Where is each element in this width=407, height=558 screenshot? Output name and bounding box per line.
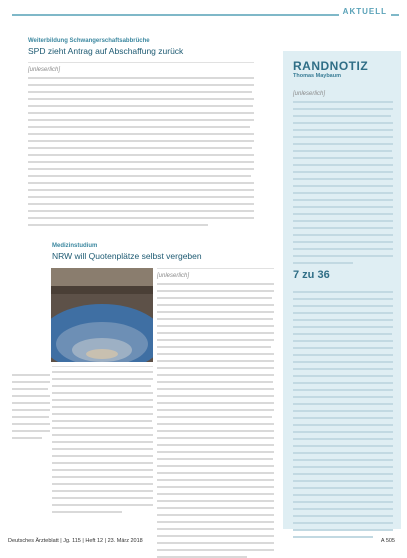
caption-text-lines: [12, 374, 50, 439]
article2-body-left: [52, 366, 153, 535]
article1-body-placeholder: [unleserlich]: [28, 67, 61, 73]
plenary-hall-illustration: [51, 268, 153, 362]
footer-publication: Deutsches Ärzteblatt | Jg. 115 | Heft 12 | 23. März 2018: [8, 538, 143, 544]
article1-headline: SPD zieht Antrag auf Abschaffung zurück: [28, 46, 184, 56]
header-gap: [0, 10, 12, 18]
article2-body-placeholder: [unleserlich]: [157, 273, 190, 279]
article2-text-lines-left: [52, 371, 153, 513]
article-spd-antrag: [28, 38, 254, 56]
article1-body: [28, 62, 254, 233]
article1-kicker: Weiterbildung Schwangerschaftsabbrüche: [28, 38, 150, 44]
sidebar-number-heading: 7 zu 36: [293, 269, 330, 281]
sidebar-body-2: [293, 287, 393, 543]
sidebar-body-placeholder: [unleserlich]: [293, 91, 326, 97]
footer-page-number: A 505: [380, 538, 395, 544]
sidebar-title: RANDNOTIZ: [293, 59, 369, 73]
article2-text-lines-right: [157, 283, 274, 558]
section-label: AKTUELL: [339, 7, 391, 16]
article2-body-right: [157, 268, 274, 535]
sidebar-text-lines-2: [293, 291, 393, 538]
article-medizinstudium: [52, 243, 274, 261]
sidebar-text-lines-1: [293, 101, 393, 264]
randnotiz-sidebar: [283, 51, 401, 529]
article1-text-lines: [28, 77, 254, 226]
photo-caption: [12, 370, 50, 444]
sidebar-author: Thomas Maybaum: [293, 73, 341, 79]
page-header: [0, 0, 407, 24]
article2-headline: NRW will Quotenplätze selbst vergeben: [52, 251, 202, 261]
plenary-hall-photo: [51, 268, 153, 362]
article2-kicker: Medizinstudium: [52, 243, 98, 249]
sidebar-body-1: [293, 87, 393, 269]
